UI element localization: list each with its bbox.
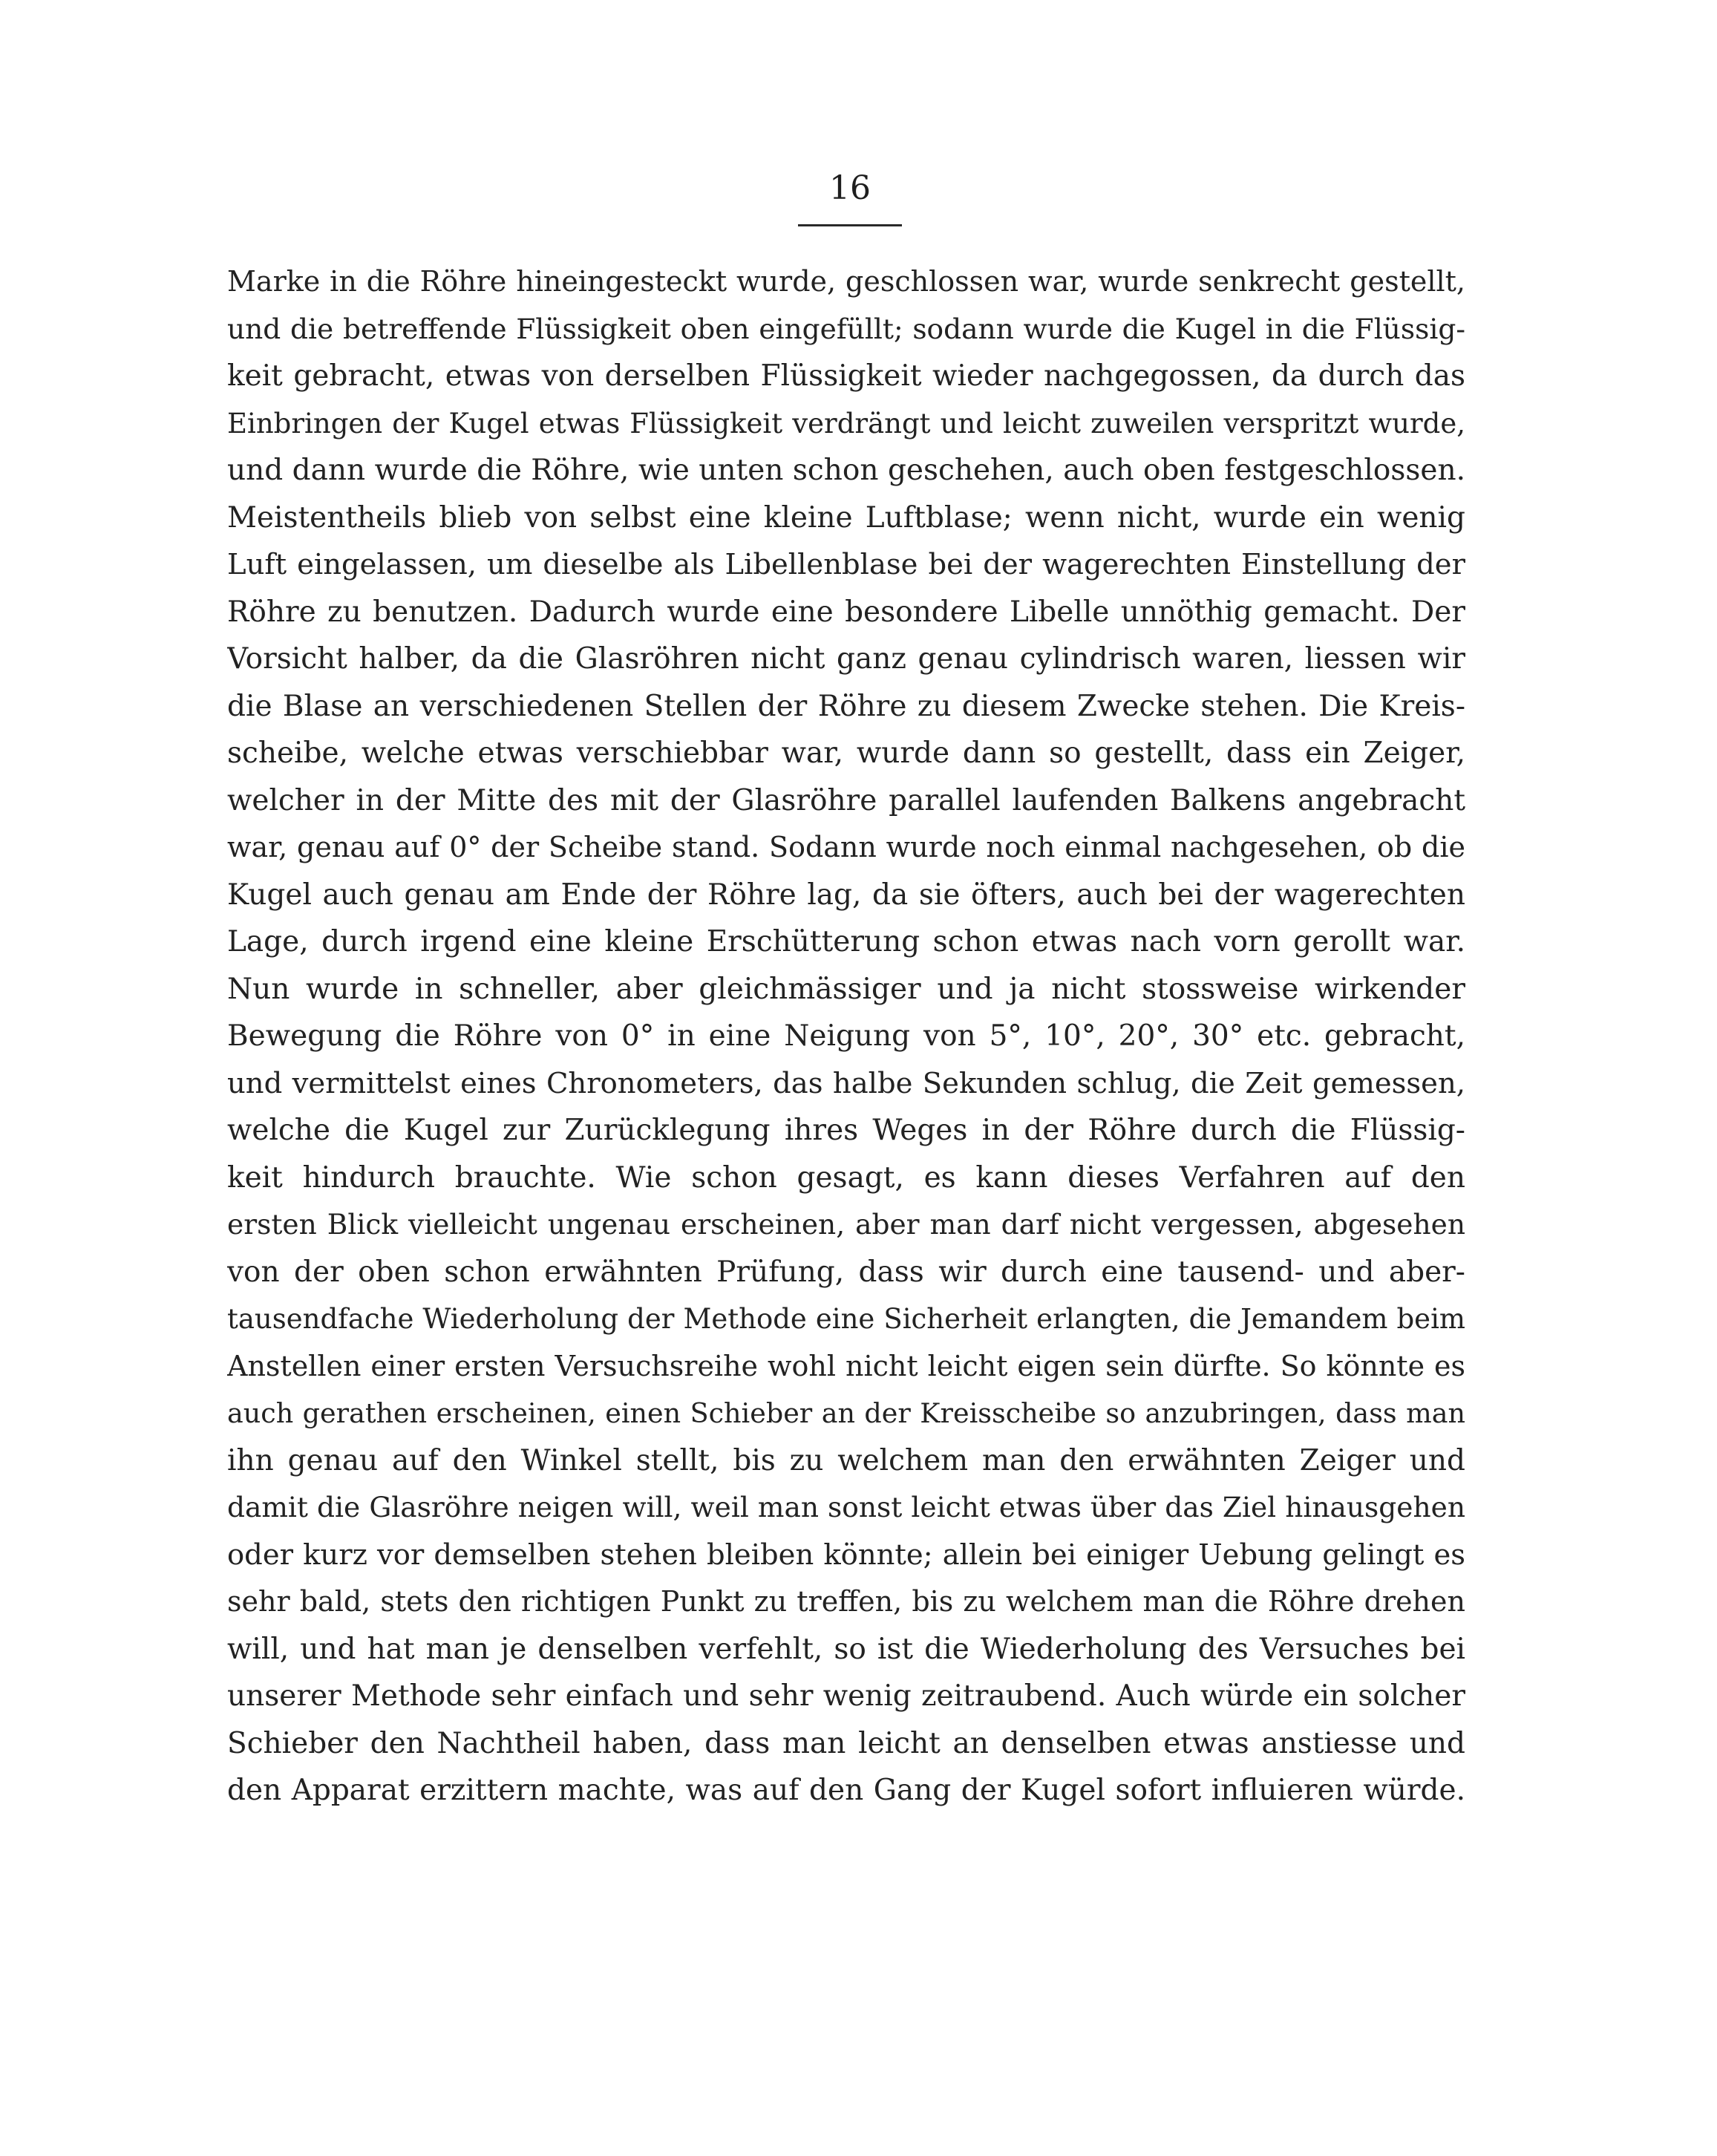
text-line: Luft eingelassen, um dieselbe als Libellenblase bei der wagerechten Einstellung der: [227, 548, 1465, 581]
text-line: keit hindurch brauchte. Wie schon gesagt, es kann dieses Verfahren auf den: [227, 1160, 1465, 1195]
text-line: auch gerathen erscheinen, einen Schieber an der Kreisscheibe so anzubringen, dass man: [227, 1397, 1465, 1429]
text-line: oder kurz vor demselben stehen bleiben könnte; allein bei einiger Uebung gelingt es: [227, 1538, 1465, 1572]
text-line: Bewegung die Röhre von 0° in eine Neigung von 5°, 10°, 20°, 30° etc. gebracht,: [227, 1019, 1465, 1053]
text-line: unserer Methode sehr einfach und sehr wenig zeitraubend. Auch würde ein solcher: [227, 1679, 1465, 1713]
text-line: Vorsicht halber, da die Glasröhren nicht ganz genau cylindrisch waren, liessen wir: [227, 642, 1465, 676]
text-line: ersten Blick vielleicht ungenau erscheinen, aber man darf nicht vergessen, abgesehen: [227, 1208, 1465, 1241]
text-line: scheibe, welche etwas verschiebbar war, wurde dann so gestellt, dass ein Zeiger,: [227, 736, 1465, 770]
text-line: Schieber den Nachtheil haben, dass man leicht an denselben etwas anstiesse und: [227, 1726, 1465, 1760]
page-number: 16: [829, 169, 871, 207]
text-line: damit die Glasröhre neigen will, weil man sonst leicht etwas über das Ziel hinausgehen: [227, 1491, 1465, 1523]
text-line: Einbringen der Kugel etwas Flüssigkeit verdrängt und leicht zuweilen verspritzt wurde,: [227, 407, 1465, 440]
text-line: welcher in der Mitte des mit der Glasröhre parallel laufenden Balkens angebracht: [227, 783, 1465, 817]
text-line: tausendfache Wiederholung der Methode eine Sicherheit erlangten, die Jemandem beim: [227, 1303, 1465, 1335]
text-line: welche die Kugel zur Zurücklegung ihres Weges in der Röhre durch die Flüssig-: [227, 1114, 1465, 1147]
text-line: die Blase an verschiedenen Stellen der Röhre zu diesem Zwecke stehen. Die Kreis-: [227, 689, 1465, 723]
text-line: Anstellen einer ersten Versuchsreihe wohl nicht leicht eigen sein dürfte. So könnte es: [227, 1349, 1465, 1382]
body-text: [227, 258, 1465, 1814]
text-line: und dann wurde die Röhre, wie unten schon geschehen, auch oben festgeschlossen.: [227, 454, 1465, 487]
text-line: Röhre zu benutzen. Dadurch wurde eine besondere Libelle unnöthig gemacht. Der: [227, 595, 1465, 629]
text-line: sehr bald, stets den richtigen Punkt zu treffen, bis zu welchem man die Röhre drehen: [227, 1585, 1465, 1618]
page-number-rule: [798, 224, 902, 226]
text-line: Kugel auch genau am Ende der Röhre lag, da sie öfters, auch bei der wagerechten: [227, 878, 1465, 912]
text-line: keit gebracht, etwas von derselben Flüssigkeit wieder nachgegossen, da durch das: [227, 359, 1465, 393]
text-line: will, und hat man je denselben verfehlt, so ist die Wiederholung des Versuches bei: [227, 1632, 1465, 1666]
text-line: den Apparat erzittern machte, was auf den Gang der Kugel sofort influieren würde.: [227, 1774, 1465, 1807]
text-line: von der oben schon erwähnten Prüfung, dass wir durch eine tausend- und aber-: [227, 1255, 1465, 1289]
text-line: und die betreffende Flüssigkeit oben eingefüllt; sodann wurde die Kugel in die Flüssig-: [227, 312, 1465, 345]
text-line: Marke in die Röhre hineingesteckt wurde, geschlossen war, wurde senkrecht gestellt,: [227, 265, 1465, 298]
text-line: war, genau auf 0° der Scheibe stand. Sodann wurde noch einmal nachgesehen, ob die: [227, 831, 1465, 863]
text-line: Lage, durch irgend eine kleine Erschütterung schon etwas nach vorn gerollt war.: [227, 925, 1465, 958]
text-line: ihn genau auf den Winkel stellt, bis zu welchem man den erwähnten Zeiger und: [227, 1443, 1465, 1477]
text-line: Nun wurde in schneller, aber gleichmässiger und ja nicht stossweise wirkender: [227, 972, 1465, 1006]
text-line: und vermittelst eines Chronometers, das halbe Sekunden schlug, die Zeit gemessen,: [227, 1066, 1465, 1100]
text-line: Meistentheils blieb von selbst eine kleine Luftblase; wenn nicht, wurde ein wenig: [227, 500, 1465, 535]
